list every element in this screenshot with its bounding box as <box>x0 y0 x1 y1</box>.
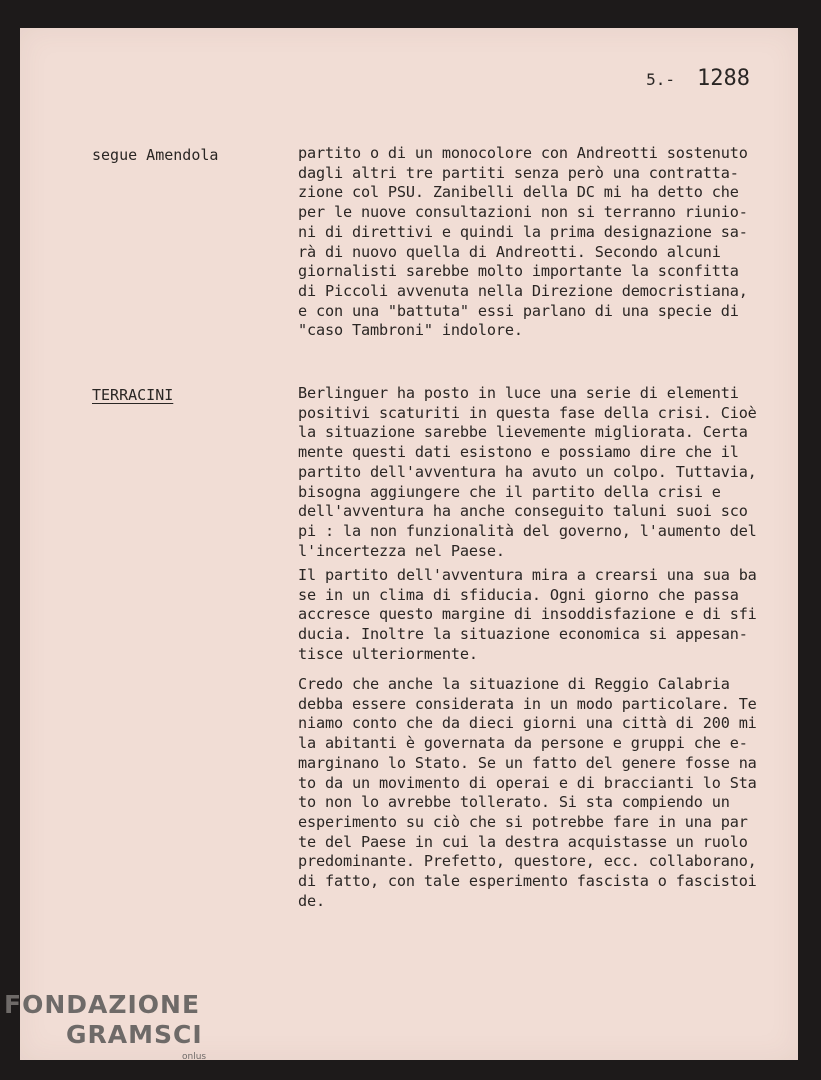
text-line: per le nuove consultazioni non si terranno riunio- <box>298 203 748 222</box>
text-line: rà di nuovo quella di Andreotti. Secondo alcuni <box>298 242 721 261</box>
text-line: zione col PSU. Zanibelli della DC mi ha detto che <box>298 183 739 202</box>
paragraph <box>298 384 783 561</box>
text-line: e con una "battuta" essi parlano di una specie di <box>298 301 739 320</box>
speaker-label: segue Amendola <box>92 146 219 164</box>
text-line: ducia. Inoltre la situazione economica si appesan- <box>298 625 748 644</box>
watermark-suffix: onlus <box>182 1052 207 1062</box>
page-number-value: 1288 <box>697 66 750 91</box>
text-line: predominante. Prefetto, questore, ecc. collaborano, <box>298 852 757 871</box>
text-line: pi : la non funzionalità del governo, l'aumento del <box>298 521 757 540</box>
text-line: di Piccoli avvenuta nella Direzione democristiana, <box>298 281 748 300</box>
paragraph <box>298 144 783 341</box>
watermark-line1: FONDAZIONE <box>4 990 201 1019</box>
text-line: te del Paese in cui la destra acquistasse un ruolo <box>298 832 748 851</box>
text-line: debba essere considerata in un modo particolare. Te <box>298 694 757 713</box>
text-line: dell'avventura ha anche conseguito taluni suoi sco <box>298 502 748 521</box>
page-number <box>0 66 750 91</box>
fondazione-gramsci-watermark <box>4 990 207 1062</box>
text-line: positivi scaturiti in questa fase della crisi. Cioè <box>298 403 757 422</box>
text-line: ni di direttivi e quindi la prima designazione sa- <box>298 222 748 241</box>
text-line: giornalisti sarebbe molto importante la sconfitta <box>298 262 739 281</box>
text-line: marginano lo Stato. Se un fatto del genere fosse na <box>298 753 757 772</box>
paragraph <box>298 566 783 665</box>
text-line: bisogna aggiungere che il partito della crisi e <box>298 482 721 501</box>
text-line: accresce questo margine di insoddisfazione e di sfi <box>298 605 757 624</box>
text-line: "caso Tambroni" indolore. <box>298 321 523 340</box>
text-line: to non lo avrebbe tollerato. Si sta compiendo un <box>298 793 730 812</box>
text-line: partito dell'avventura ha avuto un colpo. Tuttavia, <box>298 462 757 481</box>
text-line: partito o di un monocolore con Andreotti sostenuto <box>298 144 748 162</box>
text-line: to da un movimento di operai e di braccianti lo Sta <box>298 773 757 792</box>
text-line: mente questi dati esistono e possiamo dire che il <box>298 443 739 462</box>
text-line: niamo conto che da dieci giorni una città di 200 mi <box>298 714 757 733</box>
text-line: de. <box>298 891 325 910</box>
text-line: tisce ulteriormente. <box>298 644 478 663</box>
text-line: se in un clima di sfiducia. Ogni giorno che passa <box>298 585 739 604</box>
text-line: Credo che anche la situazione di Reggio Calabria <box>298 675 730 693</box>
text-line: Berlinguer ha posto in luce una serie di elementi <box>298 384 739 402</box>
paragraph <box>298 675 783 911</box>
watermark-line2: GRAMSCI <box>66 1020 203 1049</box>
text-line: l'incertezza nel Paese. <box>298 541 505 560</box>
text-line: di fatto, con tale esperimento fascista o fascistoi <box>298 872 757 891</box>
speaker-label: TERRACINI <box>92 386 174 404</box>
page-number-prefix: 5.- <box>646 70 676 89</box>
text-line: la situazione sarebbe lievemente migliorata. Certa <box>298 423 748 442</box>
text-line: dagli altri tre partiti senza però una contratta- <box>298 163 739 182</box>
text-line: esperimento su ciò che si potrebbe fare in una par <box>298 812 748 831</box>
text-line: la abitanti è governata da persone e gruppi che e- <box>298 734 748 753</box>
text-line: Il partito dell'avventura mira a crearsi una sua ba <box>298 566 757 584</box>
